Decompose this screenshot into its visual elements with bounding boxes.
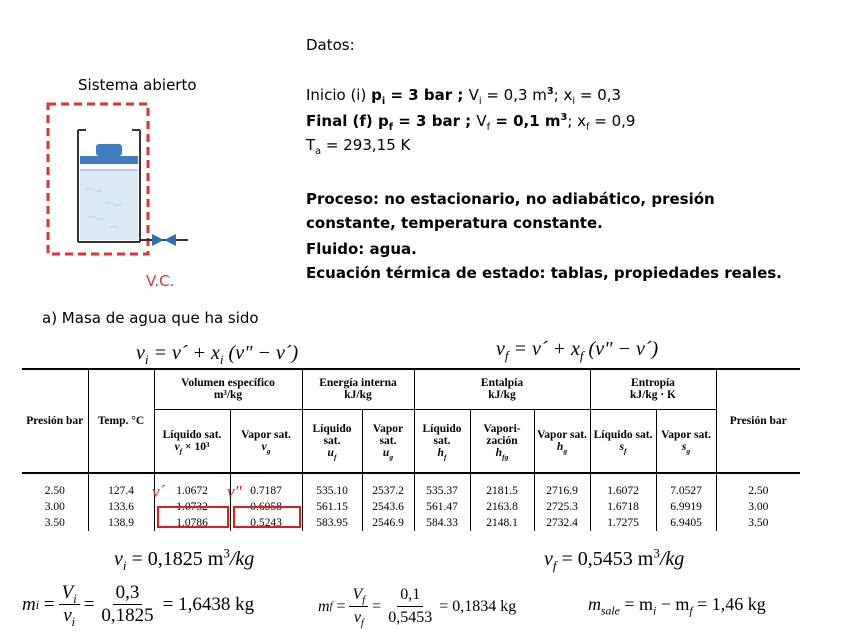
proceso-line-1: Proceso: no estacionario, no adiabático, presión: [306, 190, 715, 208]
result-vi: $v_i = 0,1825$ $m^3/kg$: [114, 545, 255, 573]
hdr-vg: Vapor sat. $v_g$: [230, 409, 302, 473]
hdr-presion-right: Presión bar: [729, 415, 787, 427]
open-system-diagram: [40, 100, 200, 270]
diagram-title: Sistema abierto: [78, 76, 197, 94]
proceso-line-2: constante, temperatura constante.: [306, 214, 603, 232]
hdr-vf: Líquido sat. $v_f \times 10^3$: [154, 409, 230, 473]
eq-mf: m f = $\frac{V_f}{v_f}$ = $\frac{0,1}{0,5453}$ = 0,1834 kg: [318, 586, 517, 630]
hdr-hg: Vapor sat. $h_g$: [534, 409, 590, 473]
inicio-line: Inicio (i) $p_i = 3$ bar ; $V_i = 0,3$ $m^3$; $x_i = 0,3$: [306, 86, 622, 107]
datos-title: Datos:: [306, 36, 355, 54]
eq-vf: $v_f$ = v´ + $x_f$ (v" − v´): [496, 338, 659, 363]
hdr-entalpia: Entalpía kJ/kg: [414, 369, 590, 409]
hdr-ug: Vapor sat. $u_g$: [362, 409, 414, 473]
valve-icon: [152, 234, 164, 246]
marker-v-prime: v´: [152, 482, 166, 501]
hdr-entropia: Entropía kJ/kg · K: [590, 369, 716, 409]
piston-weight: [96, 144, 122, 156]
table-row: 3.50 138.9 1.0786 0.5243 583.95 2546.9 584.33 2148.1 2732.4 1.7275 6.9405 3.50: [22, 515, 800, 531]
steam-table: [22, 368, 800, 531]
steam-table-container: [22, 368, 800, 531]
table-row: 3.00 133.6 1.0732 0.6058 561.15 2543.6 561.47 2163.8 2725.3 1.6718 6.9919 3.00: [22, 499, 800, 515]
hdr-temp: Temp. °C: [88, 369, 154, 473]
marker-v-double-prime: v": [227, 482, 242, 501]
hdr-energia: Energía interna kJ/kg: [302, 369, 414, 409]
hdr-hf: Líquido sat. $h_f$: [414, 409, 470, 473]
water: [80, 170, 138, 240]
highlight-vg: [233, 506, 301, 528]
highlight-vf: [157, 506, 229, 528]
fluido-line: Fluido: agua.: [306, 240, 417, 258]
hdr-hfg: Vapori- zación $h_{fg}$: [470, 409, 534, 473]
hdr-sf: Líquido sat. $s_f$: [590, 409, 656, 473]
piston: [80, 156, 138, 164]
ecuacion-line: Ecuación térmica de estado: tablas, propiedades reales.: [306, 264, 782, 282]
hdr-sg: Vapor sat. $s_g$: [656, 409, 716, 473]
table-row: 2.50 127.4 1.0672 0.7187 535.10 2537.2 535.37 2181.5 2716.9 1.6072 7.0527 2.50: [22, 483, 800, 499]
hdr-volumen: Volumen específico m³/kg: [154, 369, 302, 409]
hdr-presion: Presión bar: [22, 369, 88, 473]
result-vf: $v_f = 0,5453$ $m^3/kg$: [544, 545, 685, 573]
vc-label: V.C.: [146, 272, 175, 290]
eq-msale: $m_{sale} = m_i - m_f = 1,46$ kg: [588, 594, 766, 618]
question-a: a) Masa de agua que ha sido: [42, 309, 259, 327]
inicio-values: $p_i = 3$ bar ;: [371, 86, 469, 107]
final-line: Final (f) $p_f = 3$ bar ; $V_f = 0,1$ $m^3$; $x_f = 0,9$: [306, 112, 636, 133]
eq-mi: m i = $\frac{V_i}{v_i}$ = $\frac{0,3}{0,1825}$ = 1,6438 kg: [22, 582, 255, 629]
ta-line: $T_a = 293,15$ K: [306, 136, 411, 157]
hdr-uf: Líquido sat. $u_f$: [302, 409, 362, 473]
eq-vi: $v_i$ = v´ + $x_i$ (v" − v´): [136, 342, 299, 367]
